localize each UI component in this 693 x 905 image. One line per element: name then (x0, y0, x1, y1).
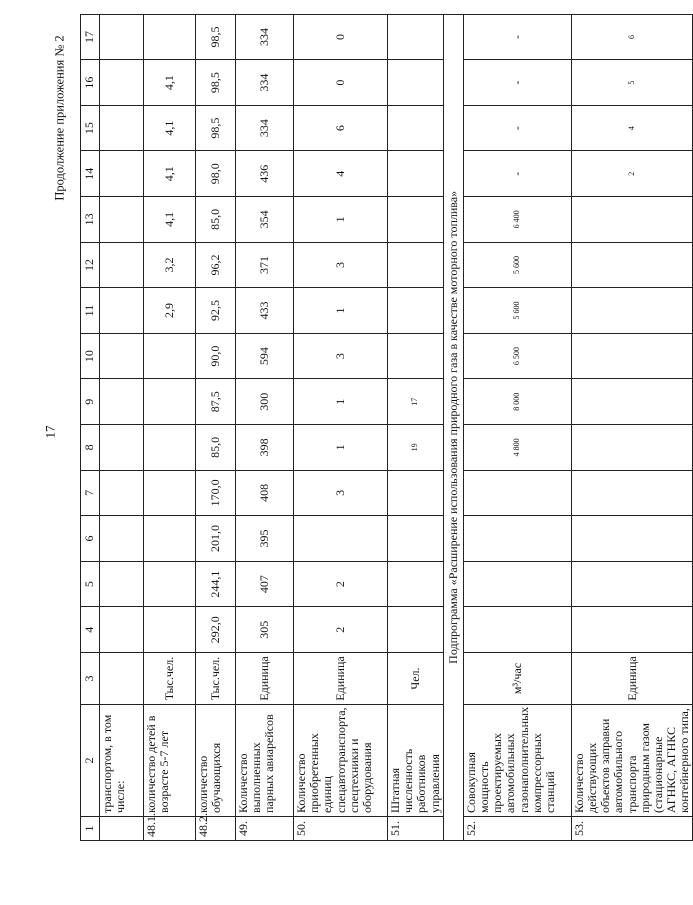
column-number: 3 (81, 653, 100, 705)
row-number (100, 817, 144, 841)
value-cell (388, 197, 444, 243)
appendix-continuation: Продолжение приложения № 2 (52, 35, 67, 201)
indicator-name: количество обучающихся (196, 705, 236, 817)
row-number: 50. (294, 817, 388, 841)
value-cell: 4,1 (144, 197, 196, 243)
column-number: 2 (81, 705, 100, 817)
table-row (236, 14, 294, 840)
value-cell: - (463, 151, 571, 197)
value-cell (463, 516, 571, 562)
value-cell (388, 516, 444, 562)
value-cell (144, 561, 196, 607)
value-cell (571, 470, 693, 516)
indicator-name: транспортом, в том числе: (100, 705, 144, 817)
value-cell: 300 (236, 379, 294, 425)
value-cell: 0 (294, 60, 388, 106)
value-cell: 5 (571, 60, 693, 106)
value-cell (571, 607, 693, 653)
value-cell (100, 470, 144, 516)
value-cell: 2 (294, 607, 388, 653)
value-cell: 98,5 (196, 105, 236, 151)
row-number: 48.1. (144, 817, 196, 841)
value-cell (388, 14, 444, 60)
column-number: 7 (81, 470, 100, 516)
column-number: 14 (81, 151, 100, 197)
row-number: 48.2. (196, 817, 236, 841)
value-cell (571, 333, 693, 379)
indicator-table (80, 14, 693, 841)
value-cell: - (463, 14, 571, 60)
row-number: 51. (388, 817, 444, 841)
value-cell (388, 60, 444, 106)
value-cell (100, 60, 144, 106)
value-cell (388, 242, 444, 288)
value-cell (100, 561, 144, 607)
value-cell: 2 (294, 561, 388, 607)
value-cell: 436 (236, 151, 294, 197)
value-cell (100, 105, 144, 151)
value-cell (463, 561, 571, 607)
value-cell: 98,5 (196, 60, 236, 106)
column-number: 10 (81, 333, 100, 379)
value-cell: 6 (571, 14, 693, 60)
value-cell (294, 516, 388, 562)
column-number: 4 (81, 607, 100, 653)
value-cell: 407 (236, 561, 294, 607)
value-cell: 90,0 (196, 333, 236, 379)
value-cell: 87,5 (196, 379, 236, 425)
unit: Единица (236, 653, 294, 705)
value-cell: 2,9 (144, 288, 196, 334)
value-cell (388, 105, 444, 151)
value-cell (100, 14, 144, 60)
value-cell: 4,1 (144, 105, 196, 151)
table-row (294, 14, 388, 840)
value-cell: 398 (236, 425, 294, 471)
value-cell (100, 516, 144, 562)
value-cell: 98,5 (196, 14, 236, 60)
column-number: 12 (81, 242, 100, 288)
table-row (100, 14, 144, 840)
value-cell: 408 (236, 470, 294, 516)
value-cell: 98,0 (196, 151, 236, 197)
value-cell (463, 470, 571, 516)
indicator-table-rotated (80, 15, 692, 841)
unit: Единица (571, 653, 693, 705)
column-number: 9 (81, 379, 100, 425)
value-cell: 305 (236, 607, 294, 653)
table-row (196, 14, 236, 840)
value-cell (100, 333, 144, 379)
value-cell: 3 (294, 242, 388, 288)
value-cell: 5 600 (463, 242, 571, 288)
value-cell (144, 470, 196, 516)
value-cell: 85,0 (196, 197, 236, 243)
indicator-name: Количество приобретенных единиц спецавтотранспорта, спецтехники и оборудования (294, 705, 388, 817)
column-number: 8 (81, 425, 100, 471)
value-cell (144, 333, 196, 379)
value-cell: - (463, 60, 571, 106)
subprogram-row (443, 14, 463, 840)
value-cell: 17 (388, 379, 444, 425)
value-cell: 85,0 (196, 425, 236, 471)
row-number: 53. (571, 817, 693, 841)
value-cell: 5 600 (463, 288, 571, 334)
value-cell: 334 (236, 14, 294, 60)
value-cell: 170,0 (196, 470, 236, 516)
value-cell: 1 (294, 379, 388, 425)
column-number-row (81, 14, 100, 840)
value-cell: 4 800 (463, 425, 571, 471)
row-number: 49. (236, 817, 294, 841)
column-number: 15 (81, 105, 100, 151)
value-cell (571, 516, 693, 562)
value-cell (571, 425, 693, 471)
value-cell (388, 151, 444, 197)
indicator-name: Совокупная мощность проектируемых автомобильных газонаполнительных компрессорных станций (463, 705, 571, 817)
value-cell (100, 288, 144, 334)
value-cell: 6 500 (463, 333, 571, 379)
value-cell (144, 516, 196, 562)
value-cell: 1 (294, 288, 388, 334)
indicator-name: Количество действующих объектов заправки автомобильного транспорта природным газом (стационарные АГНКС, АГНКС контейнерного типа, (571, 705, 693, 817)
value-cell: 201,0 (196, 516, 236, 562)
value-cell (144, 425, 196, 471)
table-row (571, 14, 693, 840)
value-cell: 433 (236, 288, 294, 334)
column-number: 1 (81, 817, 100, 841)
value-cell: 3 (294, 470, 388, 516)
indicator-name: Количество выполненных парных авиарейсов (236, 705, 294, 817)
column-number: 16 (81, 60, 100, 106)
value-cell: 19 (388, 425, 444, 471)
value-cell: 334 (236, 60, 294, 106)
value-cell (388, 561, 444, 607)
unit (100, 653, 144, 705)
value-cell (388, 470, 444, 516)
value-cell: 6 (294, 105, 388, 151)
value-cell: 354 (236, 197, 294, 243)
column-number: 5 (81, 561, 100, 607)
value-cell (571, 288, 693, 334)
subprogram-title: Подпрограмма «Расширение использования природного газа в качестве моторного топлива» (443, 14, 463, 840)
indicator-name: Штатная численность работников управления (388, 705, 444, 817)
table-row (463, 14, 571, 840)
value-cell: 334 (236, 105, 294, 151)
value-cell: 2 (571, 151, 693, 197)
value-cell: 6 400 (463, 197, 571, 243)
column-number: 6 (81, 516, 100, 562)
value-cell (100, 197, 144, 243)
value-cell: 1 (294, 197, 388, 243)
unit: Чел. (388, 653, 444, 705)
value-cell (571, 197, 693, 243)
value-cell (100, 425, 144, 471)
value-cell (388, 288, 444, 334)
value-cell: 92,5 (196, 288, 236, 334)
value-cell: 395 (236, 516, 294, 562)
value-cell (100, 242, 144, 288)
value-cell: - (463, 105, 571, 151)
value-cell: 4 (571, 105, 693, 151)
column-number: 13 (81, 197, 100, 243)
value-cell: 244,1 (196, 561, 236, 607)
column-number: 11 (81, 288, 100, 334)
unit: м³/час (463, 653, 571, 705)
value-cell (144, 14, 196, 60)
value-cell: 96,2 (196, 242, 236, 288)
value-cell (144, 379, 196, 425)
value-cell: 594 (236, 333, 294, 379)
value-cell: 4,1 (144, 151, 196, 197)
table-row (388, 14, 444, 840)
value-cell (100, 607, 144, 653)
row-number: 52. (463, 817, 571, 841)
value-cell: 4,1 (144, 60, 196, 106)
value-cell: 4 (294, 151, 388, 197)
value-cell (388, 333, 444, 379)
value-cell: 3,2 (144, 242, 196, 288)
value-cell (571, 379, 693, 425)
value-cell: 3 (294, 333, 388, 379)
page-number: 17 (42, 425, 58, 439)
value-cell (463, 607, 571, 653)
value-cell (388, 607, 444, 653)
value-cell (571, 561, 693, 607)
value-cell: 371 (236, 242, 294, 288)
unit: Тыс.чел. (144, 653, 196, 705)
unit: Единица (294, 653, 388, 705)
indicator-name: количество детей в возрасте 5-7 лет (144, 705, 196, 817)
value-cell (144, 607, 196, 653)
value-cell: 1 (294, 425, 388, 471)
unit: Тыс.чел. (196, 653, 236, 705)
value-cell: 292,0 (196, 607, 236, 653)
value-cell (571, 242, 693, 288)
table-row (144, 14, 196, 840)
column-number: 17 (81, 14, 100, 60)
value-cell: 0 (294, 14, 388, 60)
value-cell (100, 151, 144, 197)
value-cell (100, 379, 144, 425)
value-cell: 8 000 (463, 379, 571, 425)
